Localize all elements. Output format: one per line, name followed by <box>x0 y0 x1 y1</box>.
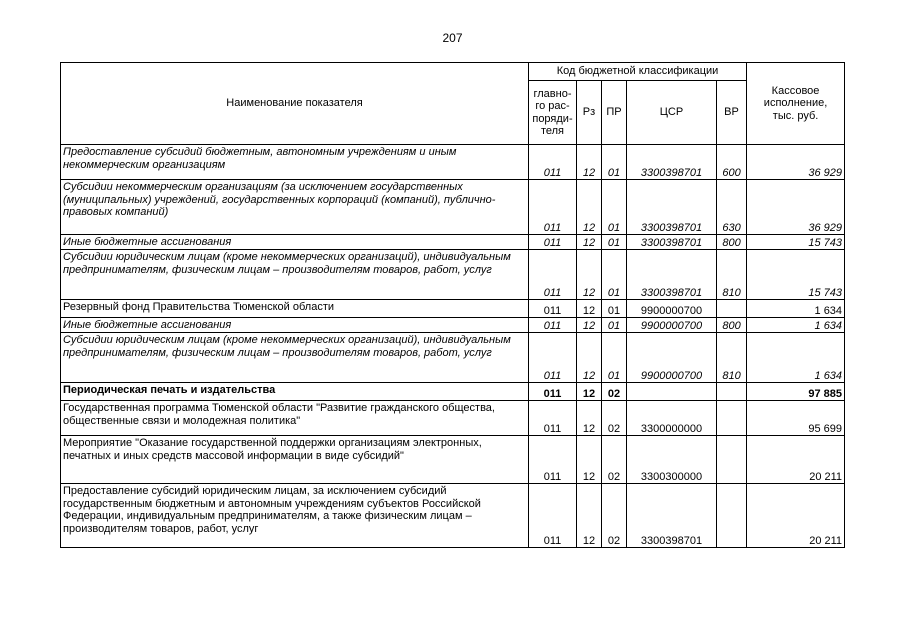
header-pr: ПР <box>602 81 627 145</box>
header-glavn: главно- го рас- поряди- теля <box>529 81 577 145</box>
row-pr-cell: 01 <box>602 145 627 180</box>
table-row <box>61 401 845 436</box>
page-number: 207 <box>442 31 463 45</box>
row-glavn-cell: 011 <box>529 318 577 333</box>
table-row <box>61 250 845 300</box>
header-name: Наименование показателя <box>61 63 529 145</box>
table-row <box>61 145 845 180</box>
table-row <box>61 436 845 484</box>
table-row <box>61 333 845 383</box>
row-glavn-cell: 011 <box>529 484 577 548</box>
row-pr-cell: 02 <box>602 484 627 548</box>
row-amount-cell: 15 743 <box>747 250 845 300</box>
row-name-cell: Мероприятие "Оказание государственной поддержки организациям электронных, печатных и иных средств массовой информации в виде субсидий" <box>61 436 529 484</box>
row-amount-cell: 20 211 <box>747 484 845 548</box>
row-csr-cell: 3300398701 <box>627 484 717 548</box>
row-pr-cell: 01 <box>602 318 627 333</box>
row-name-cell: Иные бюджетные ассигнования <box>61 235 529 250</box>
row-rz-cell: 12 <box>577 333 602 383</box>
row-rz-cell: 12 <box>577 383 602 401</box>
header-code-group: Код бюджетной классификации <box>529 63 747 81</box>
row-vr-cell: 600 <box>717 145 747 180</box>
row-glavn-cell: 011 <box>529 300 577 318</box>
row-rz-cell: 12 <box>577 318 602 333</box>
row-glavn-cell: 011 <box>529 401 577 436</box>
row-amount-cell: 36 929 <box>747 180 845 235</box>
row-rz-cell: 12 <box>577 484 602 548</box>
budget-table <box>60 62 845 548</box>
table-row <box>61 235 845 250</box>
row-pr-cell: 01 <box>602 235 627 250</box>
row-amount-cell: 97 885 <box>747 383 845 401</box>
row-vr-cell: 810 <box>717 250 747 300</box>
row-pr-cell: 02 <box>602 436 627 484</box>
row-glavn-cell: 011 <box>529 250 577 300</box>
row-amount-cell: 1 634 <box>747 300 845 318</box>
row-amount-cell: 1 634 <box>747 333 845 383</box>
row-amount-cell: 36 929 <box>747 145 845 180</box>
row-name-cell: Периодическая печать и издательства <box>61 383 529 401</box>
row-name-cell: Предоставление субсидий бюджетным, автономным учреждениям и иным некоммерческим организациям <box>61 145 529 180</box>
row-rz-cell: 12 <box>577 180 602 235</box>
header-rz: Рз <box>577 81 602 145</box>
row-amount-cell: 20 211 <box>747 436 845 484</box>
row-name-cell: Иные бюджетные ассигнования <box>61 318 529 333</box>
row-vr-cell: 800 <box>717 318 747 333</box>
row-csr-cell: 9900000700 <box>627 300 717 318</box>
row-name-cell: Резервный фонд Правительства Тюменской области <box>61 300 529 318</box>
row-pr-cell: 01 <box>602 250 627 300</box>
row-pr-cell: 02 <box>602 401 627 436</box>
row-vr-cell <box>717 436 747 484</box>
row-csr-cell: 3300398701 <box>627 145 717 180</box>
row-pr-cell: 01 <box>602 300 627 318</box>
row-pr-cell: 02 <box>602 383 627 401</box>
row-csr-cell: 3300398701 <box>627 250 717 300</box>
row-csr-cell: 3300398701 <box>627 235 717 250</box>
row-rz-cell: 12 <box>577 436 602 484</box>
row-rz-cell: 12 <box>577 401 602 436</box>
header-vr: ВР <box>717 81 747 145</box>
row-glavn-cell: 011 <box>529 383 577 401</box>
row-csr-cell <box>627 383 717 401</box>
row-amount-cell: 15 743 <box>747 235 845 250</box>
row-glavn-cell: 011 <box>529 180 577 235</box>
row-name-cell: Субсидии юридическим лицам (кроме некоммерческих организаций), индивидуальным предпринимателям, физическим лицам – производителям товаров, работ, услуг <box>61 250 529 300</box>
row-name-cell: Предоставление субсидий юридическим лицам, за исключением субсидий государственным бюджетным и автономным учреждениям субъектов Российской Федерации, индивидуальным предпринимателям, а также физическим лицам – производителям товаров, работ, услуг <box>61 484 529 548</box>
row-vr-cell <box>717 484 747 548</box>
row-amount-cell: 1 634 <box>747 318 845 333</box>
table-row <box>61 383 845 401</box>
row-name-cell: Субсидии юридическим лицам (кроме некоммерческих организаций), индивидуальным предпринимателям, физическим лицам – производителям товаров, работ, услуг <box>61 333 529 383</box>
row-pr-cell: 01 <box>602 180 627 235</box>
table-row <box>61 180 845 235</box>
row-pr-cell: 01 <box>602 333 627 383</box>
table-row <box>61 318 845 333</box>
row-rz-cell: 12 <box>577 145 602 180</box>
row-rz-cell: 12 <box>577 250 602 300</box>
row-csr-cell: 3300300000 <box>627 436 717 484</box>
row-vr-cell: 800 <box>717 235 747 250</box>
row-csr-cell: 9900000700 <box>627 333 717 383</box>
row-vr-cell <box>717 300 747 318</box>
header-csr: ЦСР <box>627 81 717 145</box>
table-row <box>61 484 845 548</box>
table-body <box>61 145 845 548</box>
row-csr-cell: 9900000700 <box>627 318 717 333</box>
row-glavn-cell: 011 <box>529 235 577 250</box>
row-glavn-cell: 011 <box>529 436 577 484</box>
row-name-cell: Государственная программа Тюменской области "Развитие гражданского общества, общественные связи и молодежная политика" <box>61 401 529 436</box>
row-rz-cell: 12 <box>577 235 602 250</box>
row-amount-cell: 95 699 <box>747 401 845 436</box>
row-glavn-cell: 011 <box>529 333 577 383</box>
table-row <box>61 300 845 318</box>
row-csr-cell: 3300398701 <box>627 180 717 235</box>
row-vr-cell <box>717 383 747 401</box>
row-rz-cell: 12 <box>577 300 602 318</box>
row-csr-cell: 3300000000 <box>627 401 717 436</box>
row-vr-cell: 810 <box>717 333 747 383</box>
row-name-cell: Субсидии некоммерческим организациям (за исключением государственных (муниципальных) учреждений, государственных корпораций (компаний), публично-правовых компаний) <box>61 180 529 235</box>
row-vr-cell <box>717 401 747 436</box>
header-amount: Кассовое исполнение, тыс. руб. <box>747 63 845 145</box>
row-glavn-cell: 011 <box>529 145 577 180</box>
row-vr-cell: 630 <box>717 180 747 235</box>
